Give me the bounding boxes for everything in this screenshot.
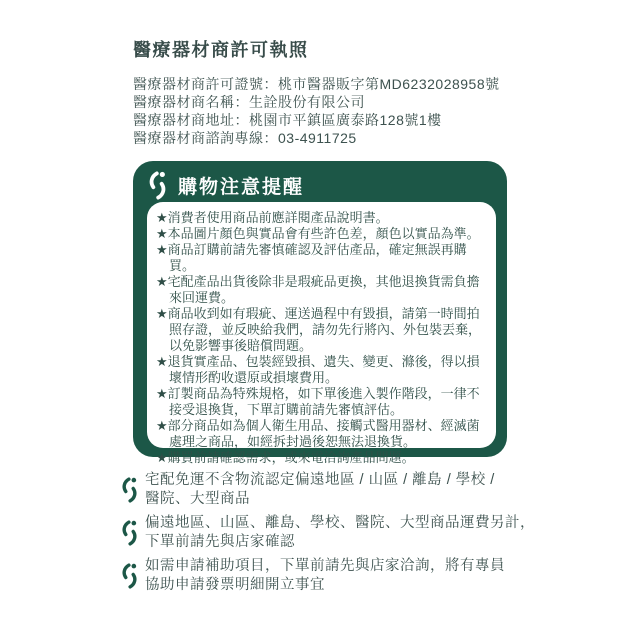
notice-header (133, 161, 507, 200)
notice-item: ★商品訂購前請先審慎確認及評估產品，確定無誤再購買。 (156, 242, 467, 273)
footer-note-line: 宅配免運不含物流認定偏遠地區 / 山區 / 離島 / 學校 / (145, 472, 495, 488)
notice-body (147, 202, 496, 465)
notice-item: ★訂製商品為特殊規格，如下單後進入製作階段，一律不接受退換貨，下單訂購前請先審慎評估。 (156, 386, 480, 417)
brand-swirl-icon (120, 563, 139, 589)
brand-swirl-icon (120, 477, 139, 503)
brand-swirl-icon (120, 520, 139, 546)
brand-swirl-icon (147, 171, 168, 200)
footer-note-text (145, 514, 555, 552)
license-hotline-line: 醫療器材商諮詢專線：03-4911725 (133, 130, 357, 146)
notice-item: ★本品圖片顏色與實品會有些許色差，顏色以實品為準。 (156, 226, 480, 241)
notice-item: ★購買前請確認需求，或來電洽詢產品問題。 (156, 450, 415, 465)
notice-item: ★部分商品如為個人衛生用品、接觸式醫用器材、經滅菌處理之商品，如經拆封過後恕無法退換貨。 (156, 418, 480, 449)
footer-note-shipping-free (120, 471, 555, 509)
footer-note-remote-fee (120, 514, 555, 552)
notice-title: 購物注意提醒 (178, 177, 305, 198)
footer-note-text (145, 557, 555, 595)
footer-note-line: 醫院、大型商品 (145, 491, 250, 507)
footer-note-subsidy (120, 557, 555, 595)
notice-item: ★退貨實產品、包裝經毀損、遺失、變更、滌後，得以損壞情形酌收還原或損壞費用。 (156, 354, 480, 385)
license-section (133, 36, 563, 147)
footer-note-line: 偏遠地區、山區、離島、學校、醫院、大型商品運費另計， (145, 515, 535, 531)
shopping-notice-box (133, 161, 507, 465)
license-number-line: 醫療器材商許可證號：桃市醫器販字第MD6232028958號 (133, 76, 500, 92)
license-title: 醫療器材商許可執照 (133, 40, 309, 60)
notice-item: ★宅配產品出貨後除非是瑕疵品更換，其他退換貨需負擔來回運費。 (156, 274, 480, 305)
license-address-line: 醫療器材商地址：桃園市平鎮區廣泰路128號1樓 (133, 112, 442, 128)
footer-note-line: 協助申請發票明細開立事宜 (145, 577, 325, 593)
footer-note-text (145, 471, 555, 509)
footer-note-line: 如需申請補助項目，下單前請先與店家洽詢，將有專員 (145, 558, 505, 574)
license-company-line: 醫療器材商名稱：生詮股份有限公司 (133, 94, 365, 110)
footer-note-line: 下單前請先與店家確認 (145, 534, 295, 550)
notice-item: ★消費者使用商品前應詳閱產品說明書。 (156, 210, 389, 225)
footer-notes (120, 471, 555, 600)
notice-item: ★商品收到如有瑕疵、運送過程中有毀損，請第一時間拍照存證，並反映給我們，請勿先行將內、外包裝丟棄，以免影響事後賠償問題。 (156, 306, 482, 353)
